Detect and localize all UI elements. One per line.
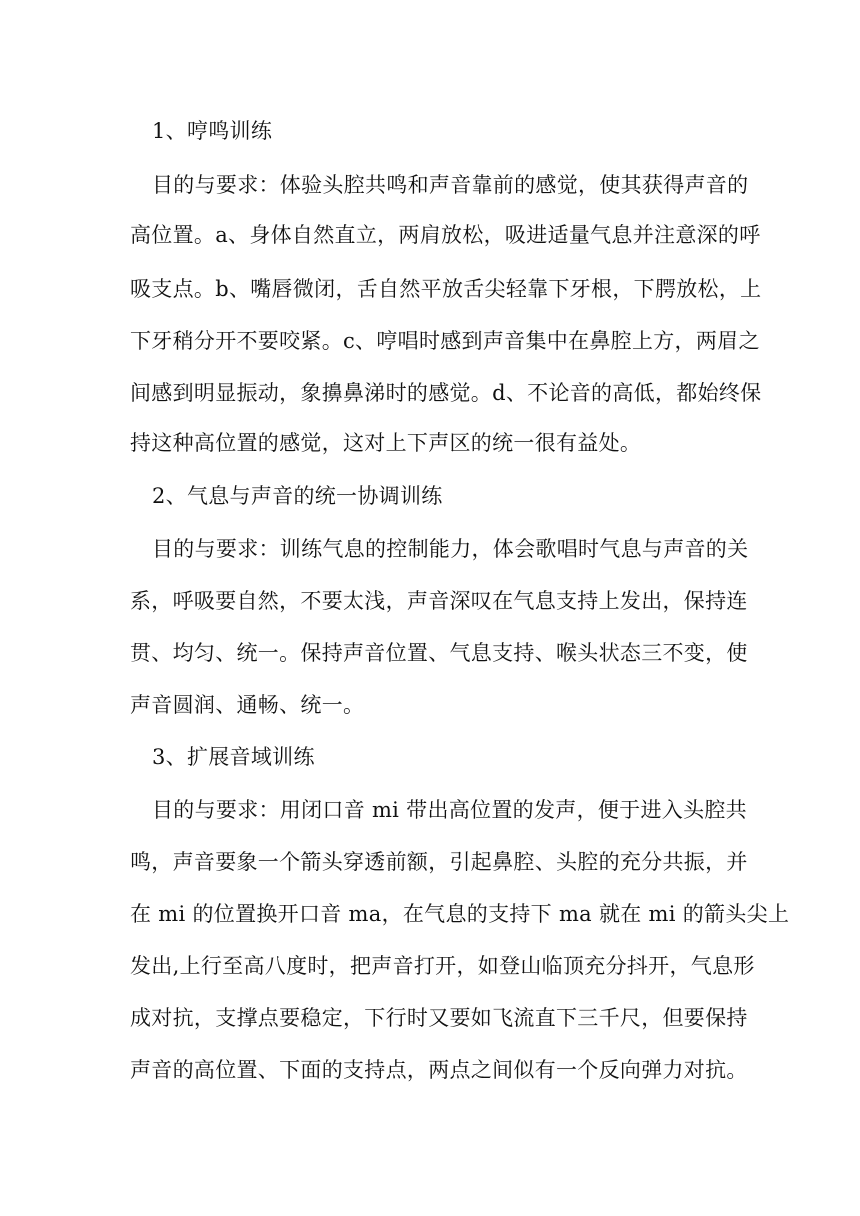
paragraph-line: 在 mi 的位置换开口音 ma，在气息的支持下 ma 就在 mi 的箭头尖上 (130, 902, 790, 926)
paragraph-line: 下牙稍分开不要咬紧。c、哼唱时感到声音集中在鼻腔上方，两眉之 (130, 329, 760, 353)
paragraph-line: 鸣，声音要象一个箭头穿透前额，引起鼻腔、头腔的充分共振，并 (130, 850, 748, 874)
section-heading-3: 3、扩展音域训练 (152, 745, 315, 769)
paragraph-line: 持这种高位置的感觉，这对上下声区的统一很有益处。 (130, 431, 642, 455)
paragraph-line: 成对抗，支撑点要稳定，下行时又要如飞流直下三千尺，但要保持 (130, 1006, 748, 1030)
paragraph-line: 目的与要求：训练气息的控制能力，体会歌唱时气息与声音的关 (152, 537, 749, 561)
paragraph-line: 高位置。a、身体自然直立，两肩放松，吸进适量气息并注意深的呼 (130, 223, 761, 247)
paragraph-line: 声音的高位置、下面的支持点，两点之间似有一个反向弹力对抗。 (130, 1058, 748, 1082)
section-heading-2: 2、气息与声音的统一协调训练 (152, 484, 443, 508)
paragraph-line: 声音圆润、通畅、统一。 (130, 693, 365, 717)
section-heading-1: 1、哼鸣训练 (152, 119, 273, 143)
paragraph-line: 间感到明显振动，象擤鼻涕时的感觉。d、不论音的高低，都始终保 (130, 381, 762, 405)
paragraph-line: 贯、均匀、统一。保持声音位置、气息支持、喉头状态三不变，使 (130, 641, 748, 665)
paragraph-line: 目的与要求：用闭口音 mi 带出高位置的发声，便于进入头腔共 (152, 798, 747, 822)
paragraph-line: 系，呼吸要自然，不要太浅，声音深叹在气息支持上发出，保持连 (130, 589, 748, 613)
paragraph-line: 目的与要求：体验头腔共鸣和声音靠前的感觉，使其获得声音的 (152, 173, 749, 197)
paragraph-line: 吸支点。b、嘴唇微闭，舌自然平放舌尖轻靠下牙根，下腭放松，上 (130, 277, 762, 301)
paragraph-line: 发出,上行至高八度时，把声音打开，如登山临顶充分抖开，气息形 (130, 954, 755, 978)
